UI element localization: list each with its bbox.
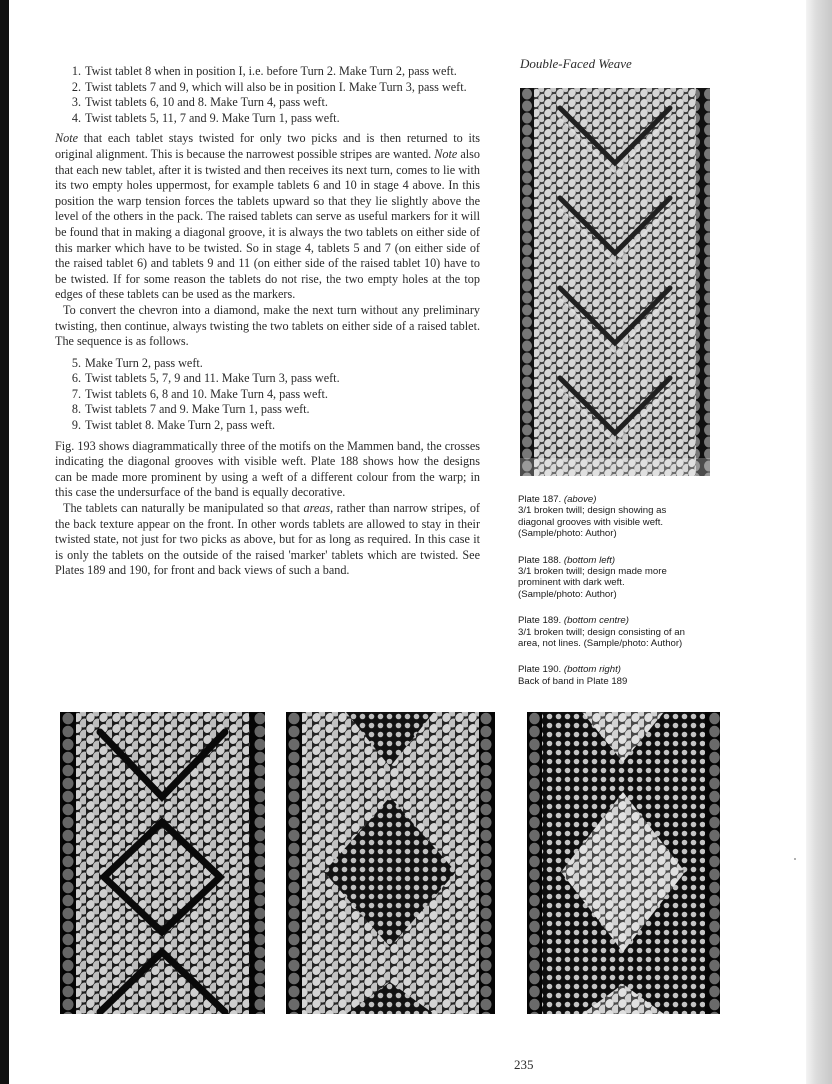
list-item: 6. Twist tablets 5, 7, 9 and 11. Make Turn 3, pass weft. [71, 371, 340, 386]
paragraph-fig: Fig. 193 shows diagrammatically three of the motifs on the Mammen band, the crosses indicating the diagonal grooves with visible weft. Plate 188 shows how the designs can be made more prominent by using a weft of a different colour from the warp; in this case the undersurface of the band is equally decorative. [55, 438, 480, 500]
list-item: 8. Twist tablets 7 and 9. Make Turn 1, pass weft. [71, 402, 310, 417]
steps-list-a [55, 64, 480, 126]
steps-list-b [55, 356, 480, 434]
scan-speck [794, 858, 796, 860]
list-item: 3. Twist tablets 6, 10 and 8. Make Turn 4, pass weft. [71, 95, 328, 110]
list-item: 2. Twist tablets 7 and 9, which will also be in position I. Make Turn 3, pass weft. [71, 79, 467, 94]
plate-190-photo [527, 712, 720, 1014]
binding-shadow-left [0, 0, 9, 1084]
list-item: 1. Twist tablet 8 when in position I, i.e. before Turn 2. Make Turn 2, pass weft. [71, 64, 457, 78]
plate-188-photo [60, 712, 265, 1014]
paragraph-note: Note that each tablet stays twisted for only two picks and is then returned to its original alignment. This is because the narrowest possible stripes are wanted. Note also that each new tablet, after it is twisted and then receives its next turn, comes to lie with its two empty holes uppermost, for example tablets 6 and 10 in stage 4 above. In this position the warp tension forces the tablets upward so that they lie slightly above the level of the others in the pack. The raised tablets can serve as useful markers for it will be found that in making a diagonal groove, it is always the two tablets on either side of this marker which have to be twisted. So in stage 4, tablets 5 and 7 (on either side of the raised tablet 6) and tablets 9 and 11 (on either side of the raised tablet 10) have to be twisted. If for some reason the tablets do not rise, the two empty holes at the top edges of these tablets can be used as the markers. [55, 131, 480, 302]
list-item: 4. Twist tablets 5, 11, 7 and 9. Make Turn 1, pass weft. [71, 110, 340, 125]
main-text-column [55, 64, 480, 579]
caption-plate-189: Plate 189. (bottom centre) 3/1 broken twill; design consisting of an area, not lines. (Sample/photo: Author) [518, 615, 685, 650]
page-number: 235 [514, 1057, 534, 1072]
list-item: 7. Twist tablets 6, 8 and 10. Make Turn 4, pass weft. [71, 386, 328, 401]
paragraph-convert: To convert the chevron into a diamond, make the next turn without any preliminary twisting, then continue, always twisting the two tablets on either side of a raised tablet. The sequence is as follows. [55, 302, 480, 349]
caption-plate-187: Plate 187. (above) 3/1 broken twill; design showing as diagonal grooves with visible weft. (Sample/photo: Author) [518, 494, 667, 540]
running-head: Double-Faced Weave [520, 56, 632, 71]
plate-187-photo [520, 88, 710, 476]
list-item: 5. Make Turn 2, pass weft. [71, 355, 203, 370]
plate-captions [518, 494, 714, 702]
plate-189-photo [286, 712, 495, 1014]
list-item: 9. Twist tablet 8. Make Turn 2, pass weft. [71, 418, 276, 433]
page-edge-right [806, 0, 832, 1084]
caption-plate-190: Plate 190. (bottom right) Back of band in Plate 189 [518, 664, 628, 687]
caption-plate-188: Plate 188. (bottom left) 3/1 broken twill; design made more prominent with dark weft. (Sample/photo: Author) [518, 554, 667, 600]
paragraph-tablets: The tablets can naturally be manipulated so that areas, rather than narrow stripes, of the back texture appear on the front. In other words tablets are allowed to stay in their twisted state, not just for two picks as above, but for as long as required. In this case it is only the tablets on the outside of the raised 'marker' tablets which are twisted. See Plates 189 and 190, for front and back views of such a band. [55, 501, 480, 578]
